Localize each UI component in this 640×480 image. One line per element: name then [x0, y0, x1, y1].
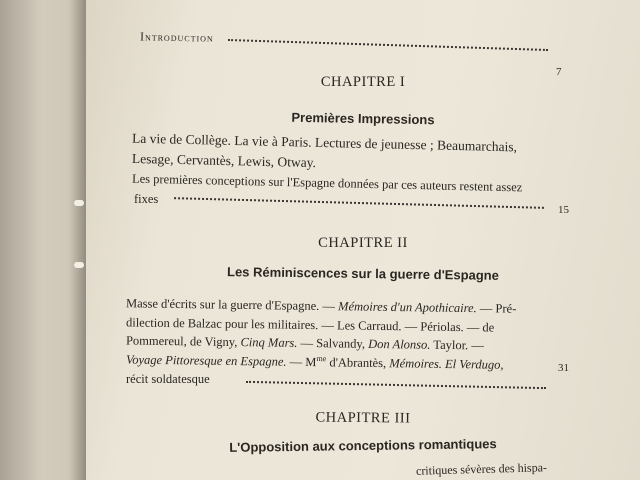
chapter-heading: CHAPITRE II: [318, 235, 408, 251]
toc-page-number: 31: [558, 362, 569, 374]
toc-text-line: [126, 351, 504, 372]
book-title: Cinq Mars.: [240, 335, 298, 350]
toc-text-segment: — Salvandy,: [297, 335, 369, 351]
toc-text-line: récit soldatesque: [126, 372, 210, 386]
book-title: Mémoires d'un Apothicaire.: [338, 299, 477, 316]
book-page: [86, 0, 640, 480]
leader-dots: [174, 197, 544, 209]
toc-text-segment: d'Abrantès,: [326, 355, 390, 371]
toc-text-line: La vie de Collège. La vie à Paris. Lectures de jeunesse ; Beaumarchais,: [131, 130, 518, 155]
book-title: Voyage Pittoresque en Espagne.: [125, 352, 287, 369]
toc-text-line: dilection de Balzac pour les militaires. — Les Carraud. — Périolas. — de: [125, 315, 495, 335]
chapter-heading: CHAPITRE III: [315, 409, 411, 427]
book-gutter: [0, 0, 92, 480]
leader-dots: [228, 39, 548, 51]
chapter-heading: CHAPITRE I: [320, 74, 406, 90]
toc-text-line: fixes: [134, 192, 159, 206]
toc-text-line: Lesage, Cervantès, Lewis, Otway.: [131, 150, 317, 171]
toc-text-segment: Taylor. —: [430, 337, 484, 353]
toc-text-segment: — Pré-: [476, 301, 517, 316]
chapter-title: Les Réminiscences sur la guerre d'Espagne: [226, 264, 500, 283]
binding-stitch: [74, 262, 84, 268]
book-title: Mémoires. El Verdugo,: [389, 356, 504, 372]
chapter-title: Premières Impressions: [291, 109, 435, 128]
toc-entry-introduction: [140, 29, 214, 45]
toc-page-number: 15: [558, 204, 569, 216]
book-title: Don Alonso.: [368, 336, 431, 352]
binding-stitch: [74, 200, 84, 206]
superscript: me: [316, 354, 327, 364]
toc-text-line: [126, 296, 516, 316]
toc-text-segment: Pommereul, de Vigny,: [125, 333, 241, 350]
toc-text-segment: Masse d'écrits sur la guerre d'Espagne. —: [125, 296, 339, 314]
toc-page-number: 7: [556, 66, 562, 78]
chapter-title: L'Opposition aux conceptions romantiques: [229, 436, 497, 455]
toc-text-line: [126, 334, 484, 354]
leader-dots: [246, 381, 546, 389]
toc-text-line: Les premières conceptions sur l'Espagne données par ces auteurs restent assez: [131, 171, 523, 195]
toc-text-line-partial: critiques sévères des hispa-: [415, 460, 548, 478]
toc-text-segment: — M: [286, 354, 317, 370]
toc-entry-label: Introduction: [139, 29, 214, 45]
